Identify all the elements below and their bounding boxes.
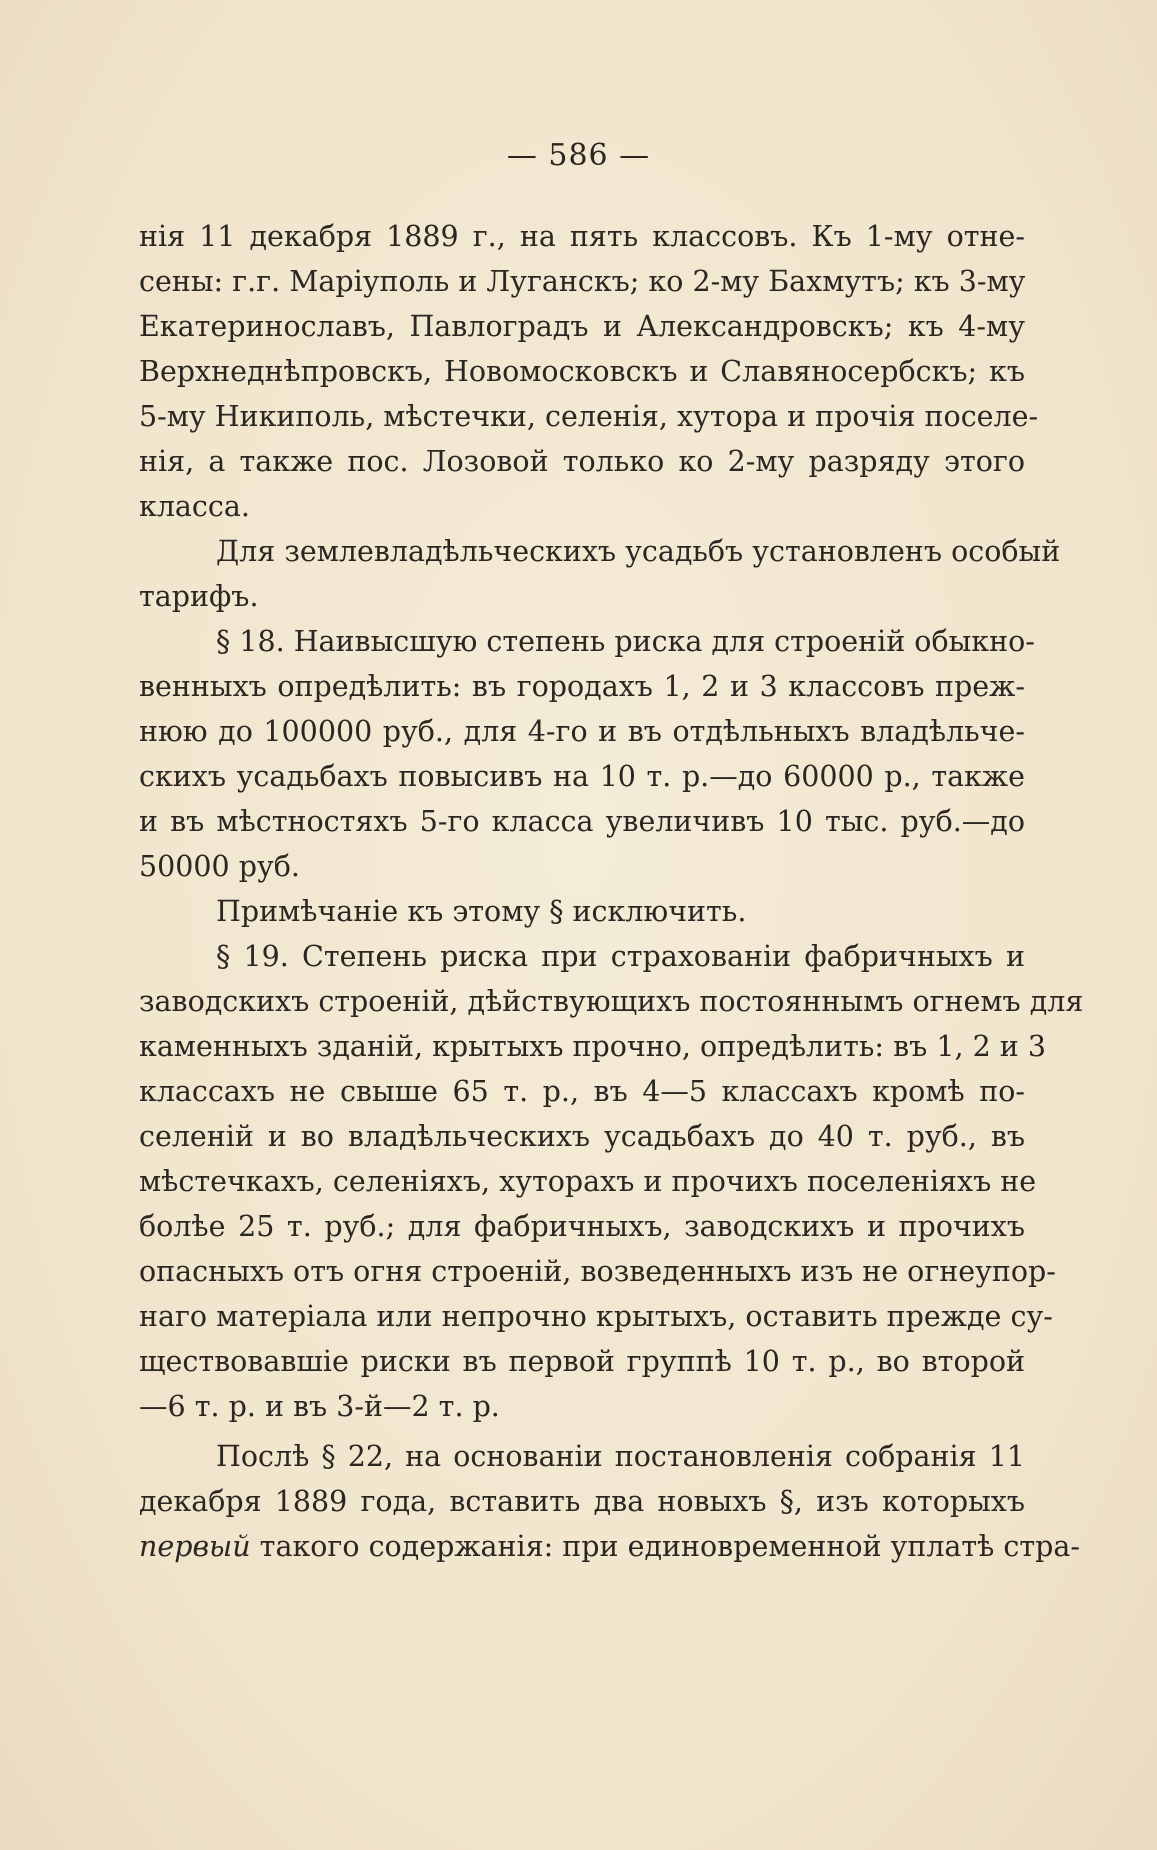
body-text [139,214,1084,1569]
text-line: нія 11 декабря 1889 г., на пять классовъ. Къ 1-му отне- [139,220,1025,253]
text-line: нюю до 100000 руб., для 4-го и въ отдѣльныхъ владѣльче- [139,715,1025,748]
text-line: Верхнеднѣпровскъ, Новомосковскъ и Славяносербскъ; къ [139,355,1025,388]
text-line: и въ мѣстностяхъ 5-го класса увеличивъ 10 тыс. руб.—до [139,805,1025,838]
text-line: венныхъ опредѣлить: въ городахъ 1, 2 и 3 классовъ преж- [139,670,1025,703]
text-line: мѣстечкахъ, селеніяхъ, хуторахъ и прочихъ поселеніяхъ не [139,1165,1037,1198]
text-line: классахъ не свыше 65 т. р., въ 4—5 классахъ кромѣ по- [139,1075,1025,1108]
text-line: наго матеріала или непрочно крытыхъ, оставить прежде су- [139,1300,1053,1333]
text-line: сены: г.г. Маріуполь и Луганскъ; ко 2-му Бахмутъ; къ 3-му [139,265,1026,298]
text-line: скихъ усадьбахъ повысивъ на 10 т. р.—до 60000 р., также [139,760,1025,793]
italic-word: первый [139,1530,251,1563]
text-line: Послѣ § 22, на основаніи постановленія собранія 11 [216,1440,1025,1473]
text-line: заводскихъ строеній, дѣйствующихъ постояннымъ огнемъ для [139,985,1084,1018]
text-line: класса. [139,490,250,523]
text-line: нія, а также пос. Лозовой только ко 2-му разряду этого [139,445,1025,478]
text-line: ществовавшіе риски въ первой группѣ 10 т. р., во второй [139,1345,1025,1378]
text-line: § 19. Степень риска при страхованіи фабричныхъ и [216,940,1025,973]
text-line: болѣе 25 т. руб.; для фабричныхъ, заводскихъ и прочихъ [139,1210,1025,1243]
text-line: Для землевладѣльческихъ усадьбъ установленъ особый [216,535,1061,568]
text-line: декабря 1889 года, вставить два новыхъ §, изъ которыхъ [139,1485,1025,1518]
text-line [139,1524,1081,1569]
text-line: каменныхъ зданій, крытыхъ прочно, опредѣлить: въ 1, 2 и 3 [139,1030,1046,1063]
text-line: тарифъ. [139,580,259,613]
line-rest: такого содержанія: при единовременной уплатѣ стра- [250,1530,1081,1563]
text-line: 50000 руб. [139,850,300,883]
page-number: — 586 — [506,138,651,173]
text-line: опасныхъ отъ огня строеній, возведенныхъ изъ не огнеупор- [139,1255,1056,1288]
text-line: Екатеринославъ, Павлоградъ и Александровскъ; къ 4-му [139,310,1025,343]
text-line: Примѣчаніе къ этому § исключить. [216,895,747,928]
text-line: 5-му Никиполь, мѣстечки, селенія, хутора и прочія поселе- [139,400,1039,433]
text-line: § 18. Наивысшую степень риска для строеній обыкно- [216,625,1035,658]
text-line: —6 т. р. и въ 3-й—2 т. р. [139,1390,500,1423]
text-line: селеній и во владѣльческихъ усадьбахъ до 40 т. руб., въ [139,1120,1025,1153]
